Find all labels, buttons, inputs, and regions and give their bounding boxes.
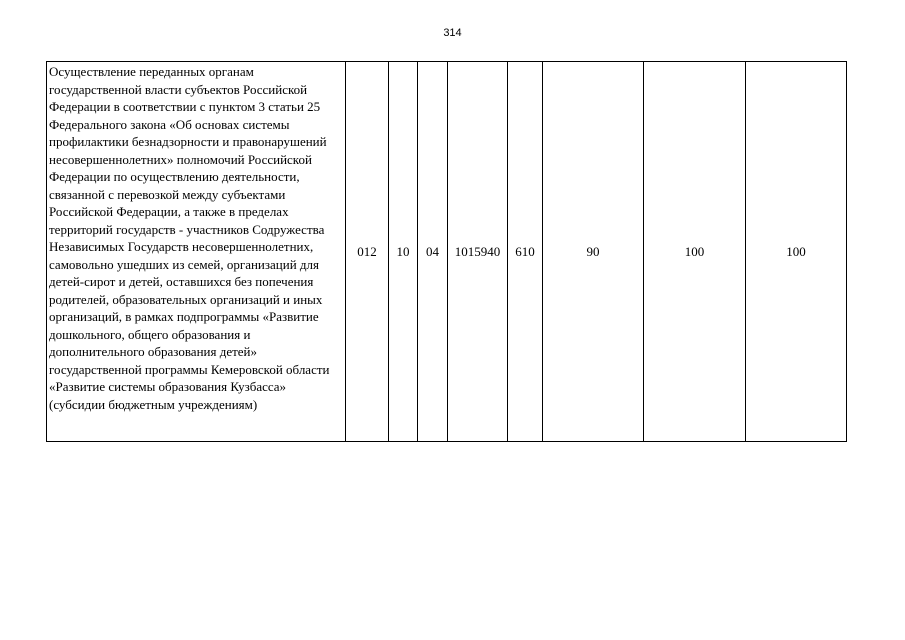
ministry-code-cell: 012 bbox=[346, 62, 389, 442]
amount-3-cell: 100 bbox=[746, 62, 847, 442]
expense-type-cell: 610 bbox=[508, 62, 543, 442]
subsection-code-cell: 04 bbox=[418, 62, 448, 442]
page-number: 314 bbox=[443, 27, 462, 39]
budget-table bbox=[46, 61, 847, 442]
amount-2-cell: 100 bbox=[644, 62, 746, 442]
target-article-cell: 1015940 bbox=[448, 62, 508, 442]
section-code-cell: 10 bbox=[389, 62, 418, 442]
amount-1-cell: 90 bbox=[543, 62, 644, 442]
table-row bbox=[47, 62, 847, 442]
row-description: Осуществление переданных органам государственной власти субъектов Российской Федерации в соответствии с пунктом 3 статьи 25 Федерального закона «Об основах системы профилактики безнадзорности и правонарушений несовершеннолетних» полномочий Российской Федерации по осуществлению деятельности, связанной с перевозкой между субъектами Российской Федерации, а также в пределах территорий государств - участников Содружества Независимых Государств несовершеннолетних, самовольно ушедших из семей, организаций для детей-сирот и детей, оставшихся без попечения родителей, образовательных организаций и иных организаций, в рамках подпрограммы «Развитие дошкольного, общего образования и дополнительного образования детей» государственной программы Кемеровской области «Развитие системы образования Кузбасса» (субсидии бюджетным учреждениям) bbox=[47, 62, 346, 442]
